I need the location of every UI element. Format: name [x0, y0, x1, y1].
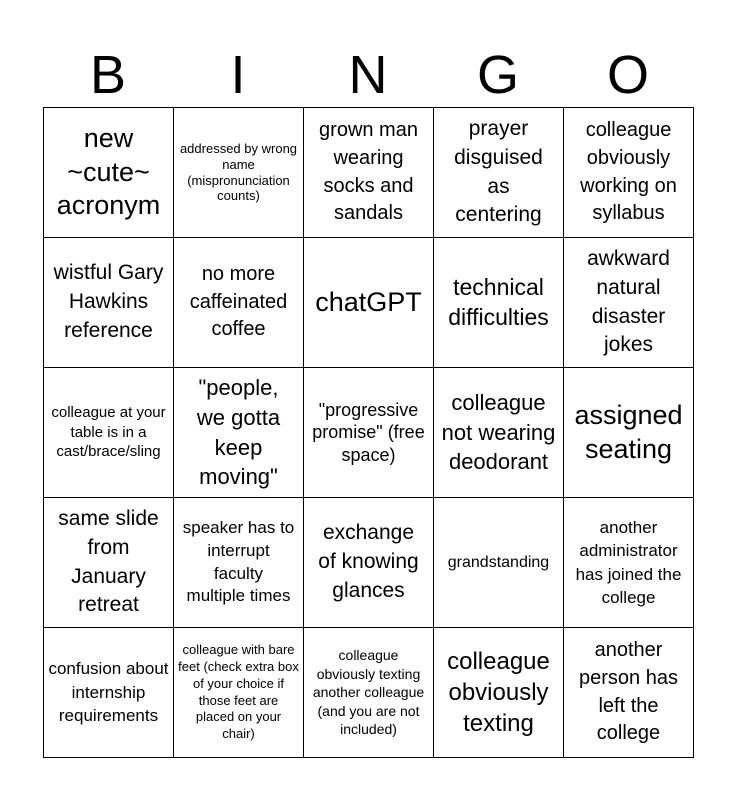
- bingo-cell[interactable]: [434, 108, 564, 238]
- bingo-cell[interactable]: [174, 498, 304, 628]
- header-letter-g: G: [476, 45, 519, 105]
- bingo-cell[interactable]: [304, 628, 434, 758]
- cell-text: assigned seating: [574, 399, 683, 464]
- bingo-cell[interactable]: [564, 108, 694, 238]
- bingo-cell[interactable]: [304, 498, 434, 628]
- bingo-cell[interactable]: [304, 108, 434, 238]
- bingo-cell[interactable]: [174, 238, 304, 368]
- cell-text: prayer disguised as centering: [454, 116, 543, 227]
- bingo-cell[interactable]: [564, 238, 694, 368]
- bingo-cell[interactable]: [44, 628, 174, 758]
- cell-text: "progressive promise" (free space): [312, 399, 425, 465]
- bingo-cell[interactable]: [564, 498, 694, 628]
- cell-text: technical difficulties: [448, 273, 549, 330]
- bingo-cell[interactable]: [174, 628, 304, 758]
- cell-text: colleague obviously texting another colleague (and you are not included): [312, 647, 425, 738]
- bingo-grid: [43, 107, 694, 758]
- cell-text: exchange of knowing glances: [318, 521, 419, 602]
- cell-text: another person has left the college: [579, 639, 678, 745]
- cell-text: another administrator has joined the college: [575, 517, 682, 607]
- bingo-cell[interactable]: [174, 108, 304, 238]
- bingo-cell[interactable]: [44, 498, 174, 628]
- cell-text: awkward natural disaster jokes: [587, 246, 670, 357]
- bingo-header: [43, 42, 693, 108]
- bingo-cell[interactable]: [434, 498, 564, 628]
- cell-text: wistful Gary Hawkins reference: [53, 261, 164, 342]
- bingo-cell[interactable]: [304, 368, 434, 498]
- cell-text: speaker has to interrupt faculty multiple times: [182, 517, 295, 606]
- bingo-cell[interactable]: [434, 238, 564, 368]
- cell-text: chatGPT: [315, 286, 422, 317]
- bingo-cell[interactable]: [44, 238, 174, 368]
- bingo-cell[interactable]: [44, 368, 174, 498]
- header-letter-b: B: [89, 45, 127, 105]
- cell-text: colleague obviously working on syllabus: [580, 119, 677, 225]
- header-letter-n: N: [348, 45, 388, 105]
- bingo-cell[interactable]: [44, 108, 174, 238]
- header-letter-o: O: [606, 45, 649, 105]
- cell-text: colleague with bare feet (check extra box of your choice if those feet are placed on your chair): [178, 641, 299, 742]
- bingo-cell[interactable]: [564, 368, 694, 498]
- cell-text: new ~cute~ acronym: [56, 122, 161, 221]
- cell-text: no more caffeinated coffee: [189, 263, 288, 341]
- cell-text: grown man wearing socks and sandals: [319, 119, 418, 225]
- cell-text: colleague at your table is in a cast/brace/sling: [51, 404, 166, 461]
- bingo-cell[interactable]: [304, 238, 434, 368]
- bingo-cell[interactable]: [174, 368, 304, 498]
- cell-text: same slide from January retreat: [58, 506, 159, 617]
- bingo-cell[interactable]: [434, 628, 564, 758]
- bingo-cell[interactable]: [564, 628, 694, 758]
- cell-text: confusion about internship requirements: [48, 659, 169, 726]
- cell-text: colleague obviously texting: [447, 647, 550, 738]
- bingo-cell[interactable]: [434, 368, 564, 498]
- header-letter-i: I: [230, 45, 246, 105]
- cell-text: colleague not wearing deodorant: [441, 389, 556, 475]
- cell-text: "people, we gotta keep moving": [196, 375, 281, 490]
- cell-text: grandstanding: [447, 553, 550, 571]
- cell-text: addressed by wrong name (mispronunciation counts): [179, 141, 298, 204]
